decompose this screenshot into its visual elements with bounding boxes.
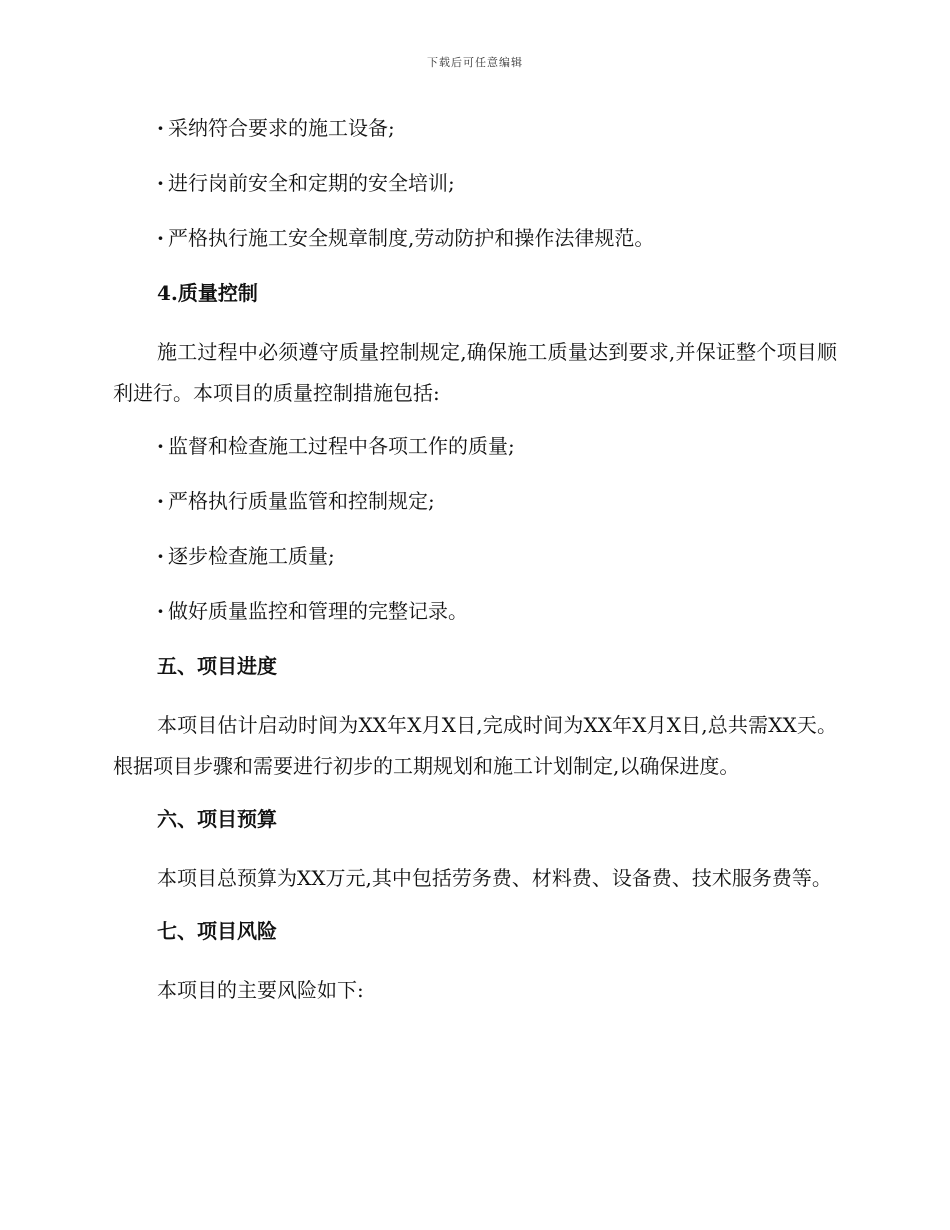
list-item — [113, 540, 837, 573]
paragraph-budget: 本项目总预算为XX万元,其中包括劳务费、材料费、设备费、技术服务费等。 — [157, 866, 832, 890]
list-item-text: 严格执行质量监管和控制规定; — [167, 489, 435, 513]
paragraph-risk-intro: 本项目的主要风险如下: — [157, 978, 364, 1002]
paragraph-schedule: 本项目估计启动时间为XX年X月X日,完成时间为XX年X月X日,总共需XX天。根据项目步骤和需要进行初步的工期规划和施工计划制定,以确保进度。 — [113, 713, 837, 778]
bullet-icon: · — [157, 599, 164, 623]
bullet-icon: · — [157, 171, 164, 195]
list-item — [113, 485, 837, 518]
bullet-icon: · — [157, 544, 164, 568]
section-heading-quality-control: 4.质量控制 — [157, 281, 258, 305]
bullet-icon: · — [157, 226, 164, 250]
list-item — [113, 112, 837, 145]
paragraph-quality-intro: 施工过程中必须遵守质量控制规定,确保施工质量达到要求,并保证整个项目顺利进行。本项目的质量控制措施包括: — [113, 340, 837, 405]
section-heading-risk: 七、项目风险 — [157, 919, 277, 943]
list-item — [113, 167, 837, 200]
document-body — [113, 112, 837, 1027]
bullet-icon: · — [157, 434, 164, 458]
list-item-text: 严格执行施工安全规章制度,劳动防护和操作法律规范。 — [167, 226, 655, 250]
bullet-icon: · — [157, 116, 164, 140]
bullet-icon: · — [157, 489, 164, 513]
page-header: 下载后可任意编辑 — [427, 56, 523, 69]
section-heading-schedule: 五、项目进度 — [157, 654, 277, 678]
list-item — [113, 430, 837, 463]
section-heading-budget: 六、项目预算 — [157, 807, 277, 831]
list-item-text: 做好质量监控和管理的完整记录。 — [167, 599, 468, 623]
list-item-text: 逐步检查施工质量; — [167, 544, 335, 568]
list-item-text: 采纳符合要求的施工设备; — [167, 116, 395, 140]
list-item — [113, 595, 837, 628]
list-item-text: 进行岗前安全和定期的安全培训; — [167, 171, 455, 195]
list-item — [113, 222, 837, 255]
list-item-text: 监督和检查施工过程中各项工作的质量; — [167, 434, 515, 458]
